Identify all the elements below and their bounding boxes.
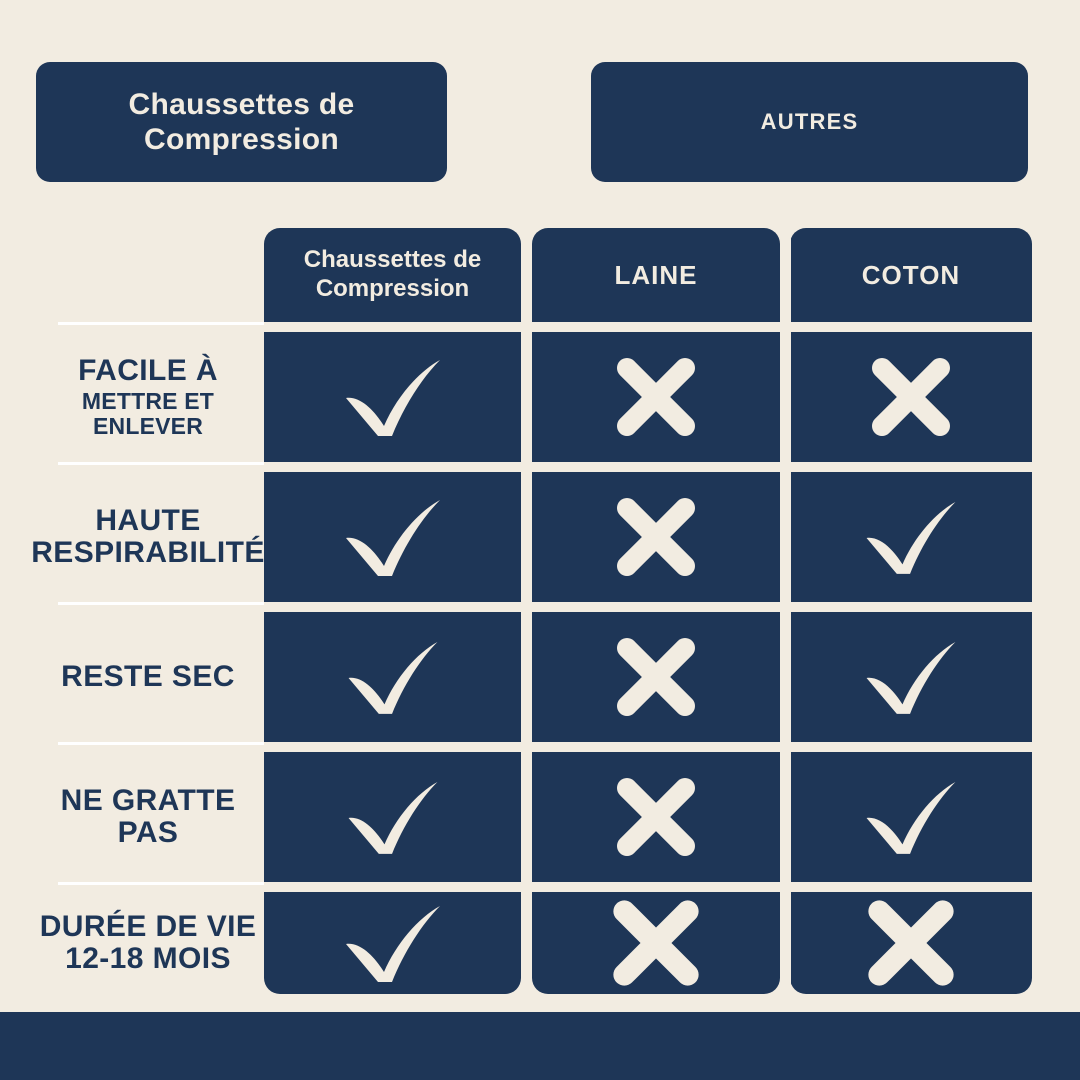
row-label-line1: NE GRATTE PAS <box>60 783 236 849</box>
cell-r4c3 <box>790 752 1032 882</box>
row-label-ne-gratte-pas <box>32 752 264 882</box>
cell-r2c3 <box>790 472 1032 602</box>
row-divider-3 <box>58 742 264 745</box>
row-gap-header <box>264 322 1032 332</box>
row-label-respirabilite <box>32 472 264 602</box>
check-icon <box>338 354 448 440</box>
row-label-facile <box>32 332 264 462</box>
cell-r3c2 <box>532 612 780 742</box>
check-icon <box>859 636 963 718</box>
cross-icon <box>868 354 954 440</box>
cell-r1c2 <box>532 332 780 462</box>
row-label-line2: 12-18 MOIS <box>65 942 231 975</box>
comparison-table <box>32 228 1032 994</box>
cross-icon <box>613 494 699 580</box>
cell-r1c1 <box>264 332 521 462</box>
row-label-line1: HAUTE <box>95 503 201 537</box>
check-icon <box>338 900 448 986</box>
cell-r3c1 <box>264 612 521 742</box>
cross-icon <box>613 774 699 860</box>
cell-r2c2 <box>532 472 780 602</box>
check-icon <box>859 496 963 578</box>
row-label-line1: DURÉE DE VIE <box>39 909 257 943</box>
cell-r2c1 <box>264 472 521 602</box>
row-label-line2: METTRE ET ENLEVER <box>81 387 215 440</box>
check-icon <box>341 776 445 858</box>
cross-icon <box>613 354 699 440</box>
cross-icon <box>864 896 958 990</box>
check-icon <box>338 494 448 580</box>
row-divider-4 <box>58 882 264 885</box>
top-banner-row <box>36 62 1044 182</box>
cell-r5c3 <box>790 892 1032 994</box>
row-label-line1: RESTE SEC <box>61 659 235 693</box>
product-banner: Chaussettes de Compression <box>36 62 447 182</box>
row-gap-3 <box>264 742 1032 752</box>
row-label-duree-de-vie <box>32 892 264 994</box>
cell-r4c2 <box>532 752 780 882</box>
cell-r5c1 <box>264 892 521 994</box>
row-divider-2 <box>58 602 264 605</box>
row-gap-4 <box>264 882 1032 892</box>
column-header-coton: COTON <box>861 259 961 290</box>
row-divider-0 <box>58 322 264 325</box>
check-icon <box>859 776 963 858</box>
others-banner: AUTRES <box>591 62 1028 182</box>
cell-r4c1 <box>264 752 521 882</box>
row-gap-1 <box>264 462 1032 472</box>
cell-r3c3 <box>790 612 1032 742</box>
row-gap-2 <box>264 602 1032 612</box>
column-header-product: Chaussettes de Compression <box>303 246 482 302</box>
row-label-line2: RESPIRABILITÉ <box>31 536 265 569</box>
cross-icon <box>609 896 703 990</box>
row-divider-1 <box>58 462 264 465</box>
cross-icon <box>613 634 699 720</box>
bottom-bar <box>0 1012 1080 1080</box>
check-icon <box>341 636 445 718</box>
cell-r5c2 <box>532 892 780 994</box>
row-label-line1: FACILE À <box>78 353 218 387</box>
column-header-laine: LAINE <box>614 259 698 290</box>
cell-r1c3 <box>790 332 1032 462</box>
row-label-reste-sec <box>32 612 264 742</box>
